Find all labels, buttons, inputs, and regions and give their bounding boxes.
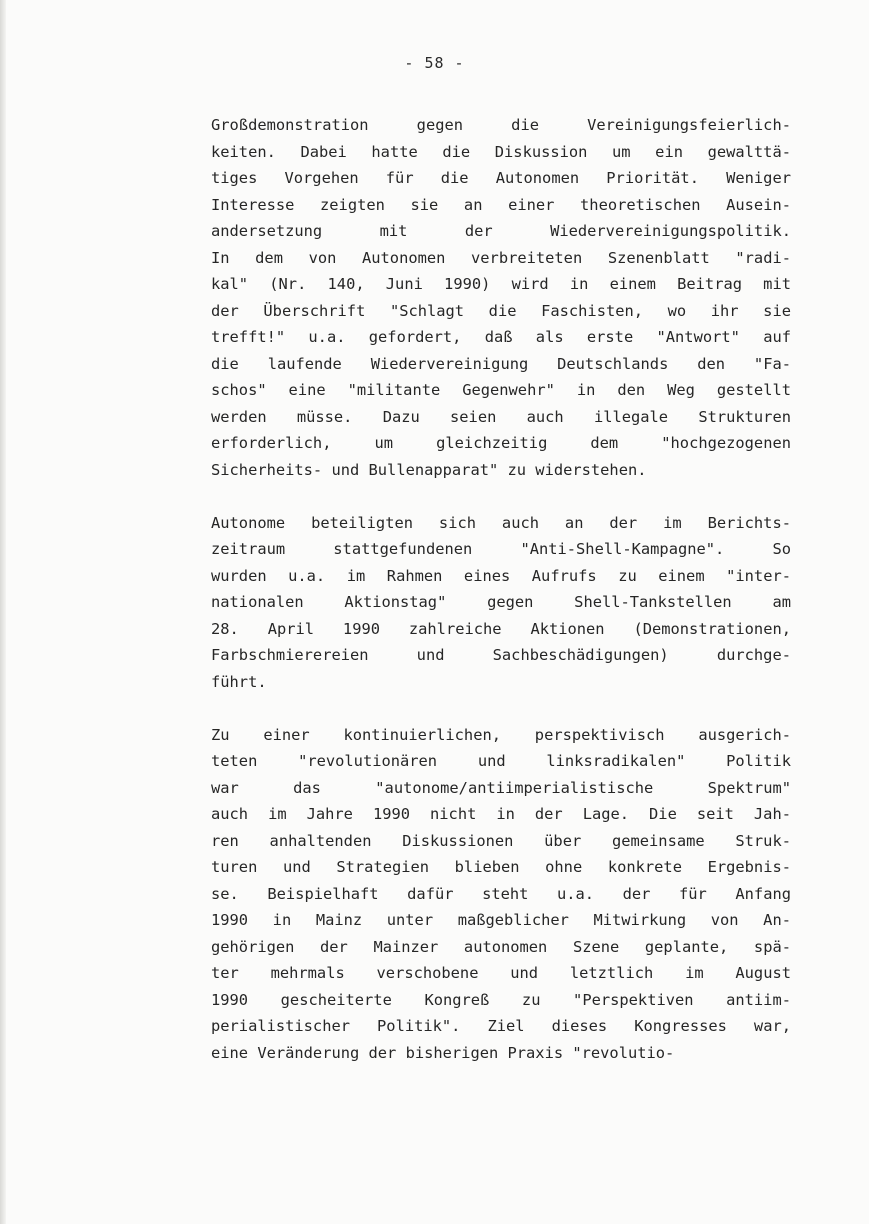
text-line: ren anhaltenden Diskussionen über gemeinsame Struk- xyxy=(211,831,791,850)
text-line: 1990 in Mainz unter maßgeblicher Mitwirkung von An- xyxy=(211,911,791,929)
paragraph xyxy=(211,510,791,696)
text-line: zeitraum stattgefundenen "Anti-Shell-Kampagne". So xyxy=(211,540,791,558)
text-line: 28. April 1990 zahlreiche Aktionen (Demonstrationen, xyxy=(211,619,791,638)
page-number: - 58 - xyxy=(404,54,465,72)
text-line: tiges Vorgehen für die Autonomen Priorität. Weniger xyxy=(211,169,791,187)
text-line: führt. xyxy=(211,672,267,691)
text-line: die laufende Wiedervereinigung Deutschlands den "Fa- xyxy=(211,354,791,373)
text-line: trefft!" u.a. gefordert, daß als erste "Antwort" auf xyxy=(211,328,791,346)
text-line: turen und Strategien blieben ohne konkrete Ergebnis- xyxy=(211,858,791,876)
paragraph xyxy=(211,722,791,1067)
paragraph xyxy=(211,112,791,483)
text-line: In dem von Autonomen verbreiteten Szenenblatt "radi- xyxy=(211,248,791,267)
text-line: Interesse zeigten sie an einer theoretischen Ausein- xyxy=(211,195,791,214)
body-text xyxy=(211,112,791,1066)
text-line: andersetzung mit der Wiedervereinigungspolitik. xyxy=(211,222,791,240)
text-line: auch im Jahre 1990 nicht in der Lage. Die seit Jah- xyxy=(211,805,791,823)
text-line: kal" (Nr. 140, Juni 1990) wird in einem Beitrag mit xyxy=(211,275,791,293)
text-line: der Überschrift "Schlagt die Faschisten, wo ihr sie xyxy=(211,301,791,320)
text-line: Zu einer kontinuierlichen, perspektivisch ausgerich- xyxy=(211,725,791,744)
text-line: perialistischer Politik". Ziel dieses Kongresses war, xyxy=(211,1017,791,1035)
text-line: nationalen Aktionstag" gegen Shell-Tankstellen am xyxy=(211,593,791,611)
text-line: gehörigen der Mainzer autonomen Szene geplante, spä- xyxy=(211,937,791,956)
text-line: keiten. Dabei hatte die Diskussion um ein gewalttä- xyxy=(211,142,791,161)
text-line: Farbschmierereien und Sachbeschädigungen) durchge- xyxy=(211,646,791,664)
text-line: ter mehrmals verschobene und letztlich im August xyxy=(211,964,791,982)
text-line: wurden u.a. im Rahmen eines Aufrufs zu einem "inter- xyxy=(211,566,791,585)
text-line: werden müsse. Dazu seien auch illegale Strukturen xyxy=(211,407,791,426)
text-line: teten "revolutionären und linksradikalen" Politik xyxy=(211,752,791,770)
text-line: 1990 gescheiterte Kongreß zu "Perspektiven antiim- xyxy=(211,990,791,1009)
text-line: schos" eine "militante Gegenwehr" in den Weg gestellt xyxy=(211,381,791,399)
text-line: eine Veränderung der bisherigen Praxis "revolutio- xyxy=(211,1043,675,1062)
text-line: Sicherheits- und Bullenapparat" zu widerstehen. xyxy=(211,460,647,479)
text-line: se. Beispielhaft dafür steht u.a. der für Anfang xyxy=(211,884,791,903)
text-line: Großdemonstration gegen die Vereinigungsfeierlich- xyxy=(211,116,791,134)
text-line: erforderlich, um gleichzeitig dem "hochgezogenen xyxy=(211,434,791,452)
scan-page-edge xyxy=(0,0,6,1224)
text-line: war das "autonome/antiimperialistische Spektrum" xyxy=(211,778,791,797)
text-line: Autonome beteiligten sich auch an der im Berichts- xyxy=(211,513,791,532)
